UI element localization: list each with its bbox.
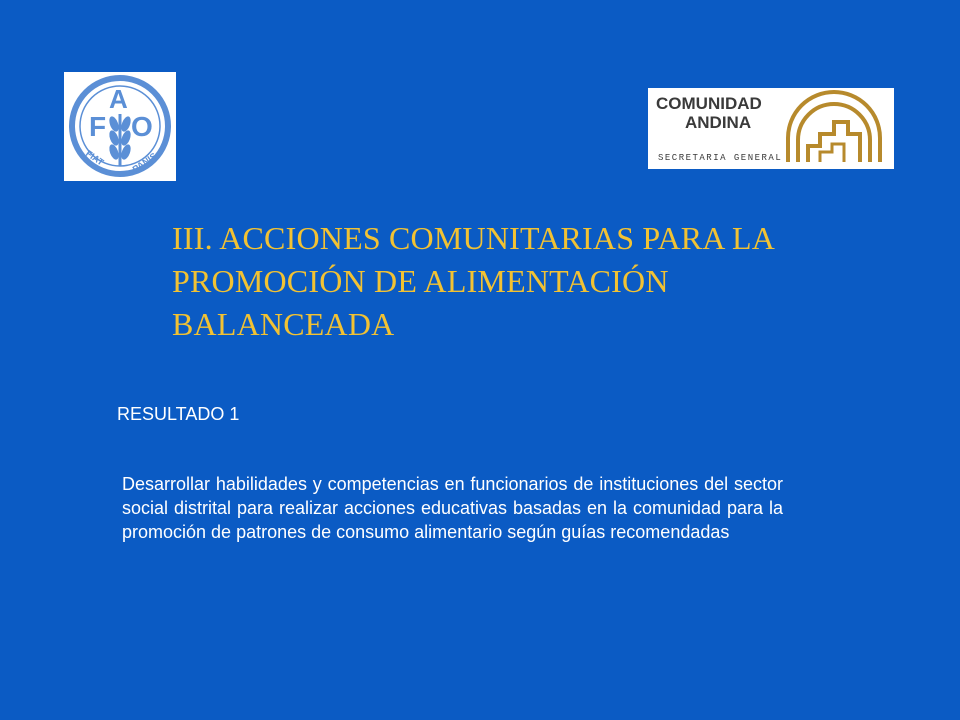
comunidad-andina-line1: COMUNIDAD bbox=[656, 94, 762, 113]
svg-text:FIAT: FIAT bbox=[84, 148, 106, 168]
slide-title: III. ACCIONES COMUNITARIAS PARA LA PROMOCIÓN DE ALIMENTACIÓN BALANCEADA bbox=[172, 220, 774, 342]
comunidad-andina-emblem bbox=[648, 88, 894, 169]
fao-logo bbox=[64, 72, 176, 181]
comunidad-andina-logo bbox=[648, 88, 894, 169]
svg-text:F: F bbox=[89, 111, 107, 142]
result-description: Desarrollar habilidades y competencias en funcionarios de instituciones del sector social distrital para realizar acciones educativas basadas en la comunidad para la promoción de patrones de consumo alimentario según guías recomendadas bbox=[122, 474, 783, 542]
comunidad-andina-line2: ANDINA bbox=[685, 113, 752, 132]
svg-text:PANIS: PANIS bbox=[130, 150, 159, 175]
svg-text:O: O bbox=[131, 111, 153, 142]
svg-text:A: A bbox=[109, 84, 128, 114]
comunidad-andina-line3: SECRETARIA GENERAL bbox=[658, 153, 783, 163]
result-heading: RESULTADO 1 bbox=[117, 404, 240, 424]
fao-emblem bbox=[64, 72, 176, 181]
